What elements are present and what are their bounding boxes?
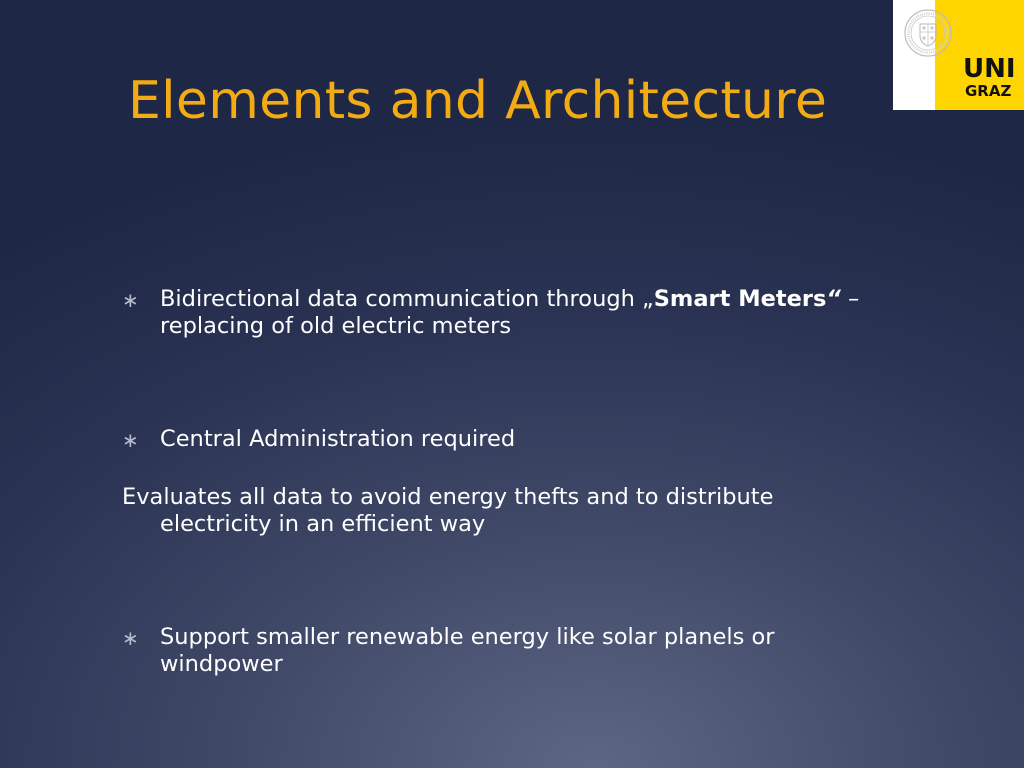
- paragraph-evaluates-data: [122, 484, 882, 538]
- bullet-asterisk-icon: ∗: [122, 288, 139, 312]
- bullet-asterisk-icon: ∗: [122, 626, 139, 650]
- logo-uni-text: UNI: [963, 54, 1016, 84]
- bullet-text: Support smaller renewable energy like solar planels or windpower: [160, 624, 775, 677]
- bullet-text-before: Bidirectional data communication through „: [160, 286, 654, 312]
- logo-graz-text: GRAZ: [965, 82, 1012, 100]
- bullet-asterisk-icon: ∗: [122, 428, 139, 452]
- bullet-bold-term: Smart Meters: [653, 286, 827, 312]
- bullet-smart-meters: [122, 286, 867, 340]
- bullet-text-after: – replacing of old electric meters: [160, 286, 860, 339]
- university-seal-icon: [903, 8, 953, 58]
- university-logo: [893, 0, 1024, 110]
- paragraph-text: Evaluates all data to avoid energy thefts and to distribute electricity in an efficient way: [122, 484, 774, 537]
- bullet-closing-quote: “: [826, 286, 841, 312]
- bullet-text: Central Administration required: [160, 426, 516, 452]
- bullet-central-administration: [122, 426, 867, 453]
- slide-title: Elements and Architecture: [128, 71, 828, 131]
- bullet-renewable-energy: [122, 624, 867, 678]
